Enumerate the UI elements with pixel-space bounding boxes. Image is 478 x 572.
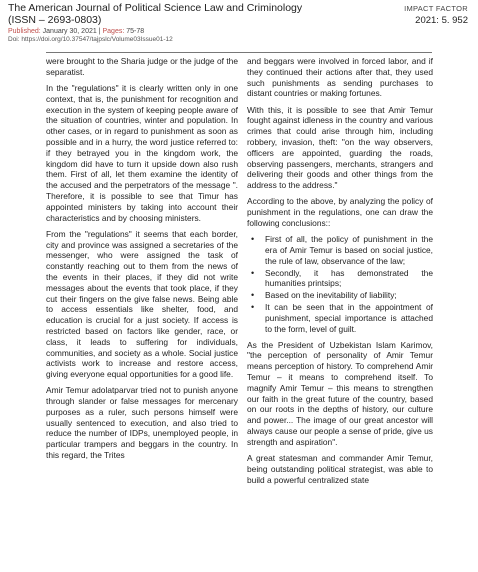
list-item: • First of all, the policy of punishment in the era of Amir Temur is based on social justice, the rule of law, observance of the law; (261, 234, 433, 266)
pages-value: 75-78 (126, 28, 145, 35)
header-divider (46, 52, 432, 53)
right-paragraph-2: With this, it is possible to see that Amir Temur fought against idleness in the country and various crimes that could arise through him, including robbery, invasion, theft: "on the way observers, officers are appointed, guarding the roads, observing passengers, merchants, strangers and delivering their goods and other things from the address to the address." (247, 104, 433, 191)
right-paragraph-3: According to the above, by analyzing the policy of punishment in the regulations, one can draw the following conclusions:: (247, 196, 433, 228)
left-column (46, 56, 238, 466)
doi-link[interactable]: https://doi.org/10.37547/tajpslc/Volume03Issue01-12 (21, 36, 173, 43)
left-paragraph-2: In the "regulations" it is clearly written only in one context, that is, the punishment for recognition and execution in the system of keeping people aware of the situation of countries, winter and population. In other cases, or in regard to punishment as soon as possible and in a hurry, the word justice referred to: if they betrayed you in the kingdom work, the kingdom did have to turn it upside down also rush them. First of all, let them examine the identity of the accused and the perpetrators of the message ". Therefore, it is possible to see that Timur has appointed ministers by taking into account their characteristics and by choosing ministers. (46, 82, 238, 223)
doi-line (8, 36, 470, 44)
publication-info: Published: January 30, 2021 | Pages: 75-78 (8, 28, 145, 35)
right-column (247, 56, 433, 491)
right-paragraph-1: and beggars were involved in forced labor, and if they continued their actions after that, they used such punishments as sending purchases to distant countries or making fortunes. (247, 56, 433, 99)
left-paragraph-4: Amir Temur adolatparvar tried not to punish anyone through slander or false messages for mercenary purposes as a ruler, such persons himself were usually sentenced to execution, and also tried to reduce the number of IDPs, unemployed people, in particular trampers and beggars in the country. In this regard, the Trites (46, 385, 238, 461)
list-item: • Secondly, it has demonstrated the humanities printsips; (261, 268, 433, 290)
conclusions-list (247, 234, 433, 334)
published-date: January 30, 2021 (42, 28, 97, 35)
pages-label: Pages: (102, 28, 125, 35)
left-paragraph-1: were brought to the Sharia judge or the judge of the separatist. (46, 56, 238, 77)
journal-issn: (ISSN – 2693-0803) (8, 14, 102, 26)
right-paragraph-5: A great statesman and commander Amir Temur, being outstanding political strategist, was able to build a powerful centralized state (247, 453, 433, 485)
impact-factor-label: IMPACT FACTOR (404, 4, 468, 13)
journal-title: The American Journal of Political Science Law and Criminology (8, 2, 303, 14)
left-paragraph-3: From the "regulations" it seems that each border, city and province was assigned a secretaries of the messenger, who were assigned the task of constantly reaching out to them from the news of the events in their places, if they did not write messages about the events that took place, if they cut their fingers on the give false news. Being able to access essentials like shelter, food, and education is crucial for a just society. If access is restricted based on factors like gender, race, or class, it leads to suffering for individuals, communities, and society as a whole. Social justice activists work to increase and restore access, giving everyone equal opportunities for a good life. (46, 228, 238, 380)
list-item: • Based on the inevitability of liability; (261, 290, 433, 301)
journal-header (8, 2, 470, 46)
right-paragraph-4: As the President of Uzbekistan Islam Karimov, "the perception of personality of Amir Temur means perception of history. To comprehend Amir Temur – it means to comprehend itself. To magnify Amir Temur – this means to strengthen our faith in the great future of the country, based on our roots in the depths of history, our culture and power... The image of our great ancestor will always cause our people a sense of pride, give us strength and aspiration". (247, 339, 433, 447)
list-item: • It can be seen that in the appointment of punishment, special importance is attached to the form, level of guilt. (261, 302, 433, 334)
published-label: Published: (8, 28, 41, 35)
impact-factor-box (404, 4, 468, 26)
impact-factor-value: 2021: 5. 952 (415, 15, 468, 26)
doi-label: Doi: (8, 36, 20, 43)
